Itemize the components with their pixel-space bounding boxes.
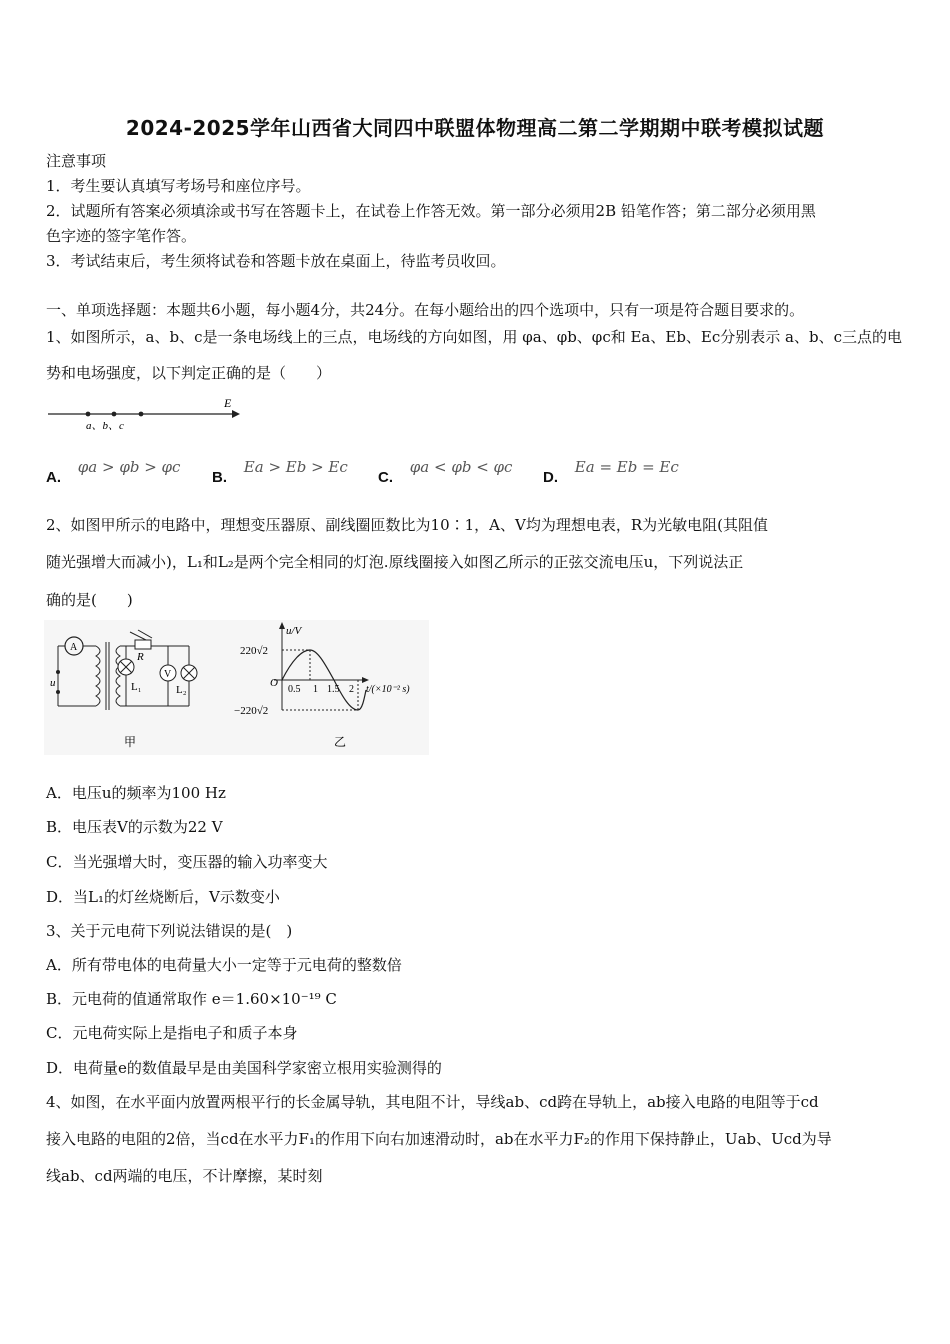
- page-title: 2024-2025学年山西省大同四中联盟体物理高二第二学期期中联考模拟试题: [125, 116, 825, 140]
- q2-option-a[interactable]: A．电压u的频率为100 Hz: [46, 784, 226, 802]
- option-label: B.: [212, 469, 227, 486]
- q3-option-a[interactable]: A．所有带电体的电荷量大小一定等于元电荷的整数倍: [46, 956, 402, 974]
- q1-option-b[interactable]: [212, 458, 348, 486]
- q2-option-b[interactable]: B．电压表V的示数为22 V: [46, 818, 223, 836]
- q3-option-d[interactable]: D．电荷量e的数值最早是由美国科学家密立根用实验测得的: [46, 1059, 442, 1077]
- notice-item: 色字迹的签字笔作答。: [46, 227, 197, 245]
- voltmeter-label: V: [164, 669, 172, 680]
- notice-heading: 注意事项: [46, 152, 107, 170]
- option-expression: φa < φb < φc: [409, 458, 513, 476]
- notice-item: 2．试题所有答案必须填涂或书写在答题卡上，在试卷上作答无效。第一部分必须用2B 铅笔作答；第二部分必须用黑: [46, 202, 816, 220]
- notice-item: 1．考生要认真填写考场号和座位序号。: [46, 177, 311, 195]
- section-heading: 一、单项选择题：本题共6小题，每小题4分，共24分。在每小题给出的四个选项中，只有一项是符合题目要求的。: [46, 301, 805, 319]
- figure-jia-label: 甲: [124, 735, 137, 749]
- q1-field-line-figure: [46, 395, 246, 435]
- q3-stem: 3、关于元电荷下列说法错误的是( ): [46, 922, 293, 940]
- option-label: A.: [46, 469, 61, 486]
- q4-stem-line2: 接入电路的电阻的2倍，当cd在水平力F₁的作用下向右加速滑动时，ab在水平力F₂的作用下保持静止，Uab、Ucd为导: [46, 1130, 832, 1148]
- q2-stem-line3: 确的是( ): [46, 591, 133, 609]
- q2-option-d[interactable]: D．当L₁的灯丝烧断后，V示数变小: [46, 888, 280, 906]
- source-u-label: u: [50, 677, 56, 689]
- q3-option-b[interactable]: B．元电荷的值通常取作 e＝1.60×10⁻¹⁹ C: [46, 990, 337, 1008]
- q2-stem-line2: 随光强增大而减小)，L₁和L₂是两个完全相同的灯泡.原线圈接入如图乙所示的正弦交流电压u，下列说法正: [46, 553, 744, 571]
- graph-tick-label: 0.5: [288, 684, 301, 695]
- q1-option-a[interactable]: [46, 458, 181, 486]
- graph-tick-label: 1.5: [327, 684, 340, 695]
- q2-option-c[interactable]: C．当光强增大时，变压器的输入功率变大: [46, 853, 328, 871]
- q2-circuit-figure: [44, 620, 429, 755]
- q1-option-c[interactable]: [378, 458, 513, 486]
- q1-option-d[interactable]: [543, 458, 679, 486]
- graph-ymax-label: 220√2: [240, 645, 269, 657]
- graph-tick-label: 1: [313, 684, 318, 695]
- resistor-R-label: R: [137, 651, 144, 663]
- option-label: C.: [378, 469, 393, 486]
- q4-stem-line1: 4、如图，在水平面内放置两根平行的长金属导轨，其电阻不计，导线ab、cd跨在导轨上，ab接入电路的电阻等于cd: [46, 1093, 819, 1111]
- graph-origin-label: O: [270, 677, 278, 689]
- q3-option-c[interactable]: C．元电荷实际上是指电子和质子本身: [46, 1024, 298, 1042]
- notice-item: 3．考试结束后，考生须将试卷和答题卡放在桌面上，待监考员收回。: [46, 252, 506, 270]
- graph-tick-label: 2: [349, 684, 354, 695]
- option-expression: Ea = Eb = Ec: [574, 458, 679, 476]
- q4-stem-line3: 线ab、cd两端的电压，不计摩擦，某时刻: [46, 1167, 323, 1185]
- graph-ymin-label: −220√2: [234, 705, 269, 717]
- option-expression: Ea > Eb > Ec: [243, 458, 348, 476]
- ammeter-label: A: [70, 642, 78, 653]
- lamp-L1-label: L₁: [131, 681, 142, 693]
- field-E-label: E: [224, 396, 232, 410]
- option-expression: φa > φb > φc: [77, 458, 181, 476]
- q1-stem-line2: 势和电场强度，以下判定正确的是（ ）: [46, 364, 332, 382]
- q1-stem-line1: 1、如图所示，a、b、c是一条电场线上的三点，电场线的方向如图，用 φa、φb、φc和 Ea、Eb、Ec分别表示 a、b、c三点的电: [46, 328, 902, 346]
- q2-stem-line1: 2、如图甲所示的电路中，理想变压器原、副线圈匝数比为10∶1，A、V均为理想电表，R为光敏电阻(其阻值: [46, 516, 768, 534]
- graph-y-axis-label: u/V: [286, 625, 302, 637]
- figure-yi-label: 乙: [334, 735, 347, 749]
- lamp-L2-label: L₂: [176, 684, 187, 696]
- field-points-label: a、b、c: [86, 420, 124, 432]
- option-label: D.: [543, 469, 558, 486]
- graph-x-axis-label: t/(×10⁻² s): [366, 684, 410, 695]
